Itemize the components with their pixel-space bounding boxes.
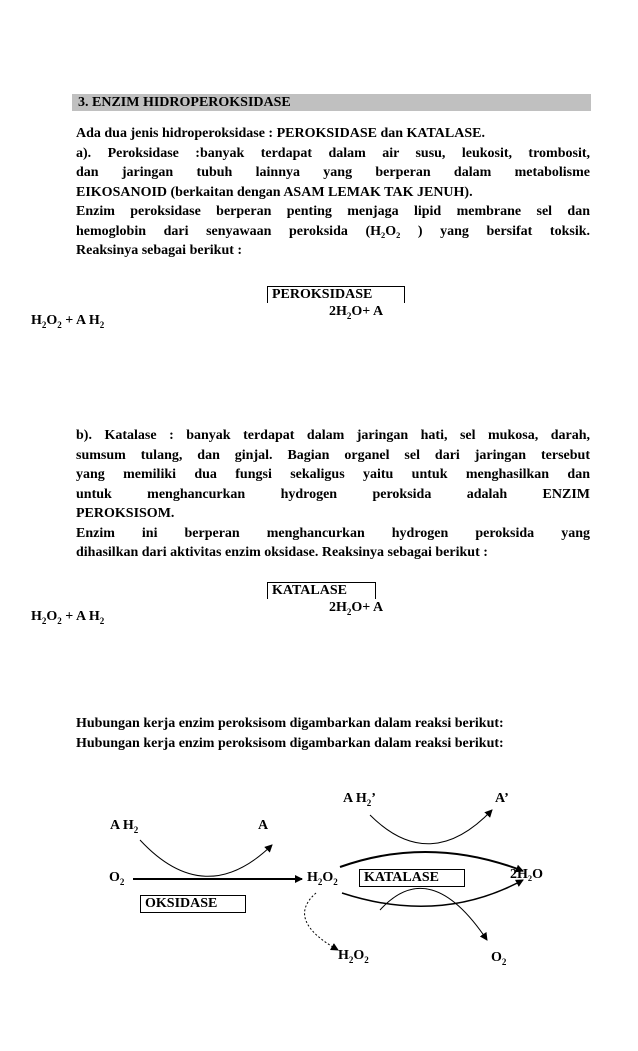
product-2h: 2H [329,304,347,319]
subscript: 2 [41,320,47,330]
section-header: 3. ENZIM HIDROPEROKSIDASE [72,94,591,111]
oksidase-enzyme-box: OKSIDASE [140,895,246,913]
product-2h: 2H [329,600,347,615]
subscript: 2 [57,320,62,330]
subscript: 2 [41,616,47,626]
paragraph-line: hemoglobin dari senyawaan peroksida (H₂O₂ ) yang bersifat toksik. [76,223,590,239]
paragraph-line: dihasilkan dari aktivitas enzim oksidase. Reaksinya sebagai berikut : [76,545,488,560]
h-text: H [338,948,349,963]
o2-text: O [491,950,502,965]
paragraph-line: b). Katalase : banyak terdapat dalam jaringan hati, sel mukosa, darah, [76,428,590,443]
h-text: H [307,870,318,885]
o2-bottom-label [491,950,506,967]
paragraph-line: untuk menghancurkan hydrogen peroksida adalah ENZIM [76,486,590,502]
ah2-prime-label [343,791,376,808]
subscript: 2 [333,877,338,887]
peroksidase-enzyme-box: PEROKSIDASE [267,286,405,303]
katalase-enzyme-box: KATALASE [267,582,376,599]
subscript: 2 [99,616,105,626]
paragraph-line: Reaksinya sebagai berikut : [76,243,243,258]
paragraph-line: yang memiliki dua fungsi sekaligus yaitu untuk menghasilkan dan [76,467,590,482]
subscript: 2 [346,311,352,321]
subscript: 2 [346,607,352,617]
reactant-o: O [46,609,58,624]
subscript: 2 [133,825,139,835]
2h2o-label: 2H₂O [510,867,543,882]
h2o2-dotted-arrow [305,893,338,950]
paragraph-line: Enzim ini berperan menghancurkan hydrogen peroksida yang [76,525,590,541]
product-o-a: O+ A [351,304,384,319]
subscript: 2 [99,320,105,330]
subscript: 2 [57,616,62,626]
ah2-prime-to-a-prime-curve [370,810,492,844]
subscript: 2 [119,877,125,887]
prime-mark: ’ [371,791,376,806]
h2o2-to-o2-curve [380,888,487,940]
a-label: A [258,818,269,833]
ah2-label [110,818,138,835]
subscript: 2 [348,955,354,965]
o2-label [109,870,124,887]
o2-text: O [109,870,120,885]
paragraph-line: PEROKSISOM. [76,506,175,521]
ah2-text: A H [343,791,367,806]
ah2-text: A H [110,818,134,833]
reactant-ah: + A H [61,609,100,624]
subscript: 2 [364,955,369,965]
paragraph-line: sumsum tulang, dan ginjal. Bagian organel sel dari jaringan tersebut [76,447,590,463]
paragraph-line: dan jaringan tubuh lainnya yang berperan dalam metabolisme [76,165,590,180]
intro-line: Ada dua jenis hidroperoksidase : PEROKSIDASE dan KATALASE. [76,126,485,141]
paragraph-line: a). Peroksidase :banyak terdapat dalam air susu, leukosit, trombosit, [76,145,590,161]
paragraph-line: EIKOSANOID (berkaitan dengan ASAM LEMAK TAK JENUH). [76,184,473,200]
reactant-o: O [46,313,58,328]
subscript: 2 [501,957,507,967]
subscript: 2 [366,798,372,808]
reactant-h: H [31,609,42,624]
reactant-h: H [31,313,42,328]
o-text: O [353,948,365,963]
paragraph-line: Enzim peroksidase berperan penting menjaga lipid membrane sel dan [76,204,590,219]
h2o2-bottom-label [338,948,369,965]
subscript: 2 [317,877,323,887]
ah2-to-a-curve [140,840,272,876]
a-prime-label: A’ [495,791,509,806]
h2o2-center-label [307,870,338,887]
katalase-diagram-box: KATALASE [359,869,465,887]
o-text: O [322,870,334,885]
paragraph-line: Hubungan kerja enzim peroksisom digambarkan dalam reaksi berikut: [76,735,504,751]
product-o-a: O+ A [351,600,384,615]
paragraph-line: Hubungan kerja enzim peroksisom digambarkan dalam reaksi berikut: [76,716,504,731]
reactant-ah: + A H [61,313,100,328]
